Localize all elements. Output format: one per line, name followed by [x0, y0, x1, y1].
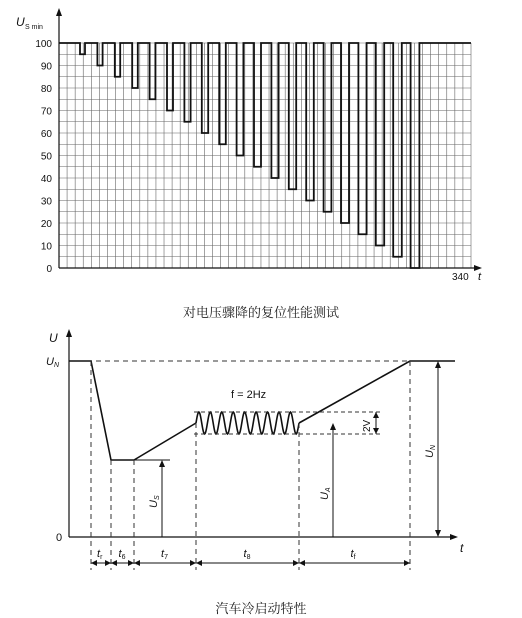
- y-tick-label: 60: [40, 129, 52, 140]
- un-label: UN: [46, 356, 60, 369]
- interval-arrow-icon: [105, 560, 111, 566]
- ua-dim-arrow-icon: [330, 423, 336, 430]
- y-tick-label: 100: [35, 39, 52, 50]
- y-tick-label: 50: [40, 151, 52, 163]
- x-axis-label: t: [460, 541, 464, 555]
- y-axis-arrow-icon: [56, 8, 62, 16]
- ua-label: UA: [319, 487, 332, 500]
- y-tick-label: 40: [40, 174, 52, 185]
- interval-label: t7: [161, 548, 168, 561]
- interval-arrow-icon: [190, 560, 196, 566]
- x-end-label: 340: [452, 272, 469, 283]
- top-chart-caption: 对电压骤降的复位性能测试: [182, 306, 339, 321]
- cold-start-profile: [69, 361, 196, 460]
- x-axis-label: t: [478, 271, 482, 283]
- origin-label: 0: [56, 532, 63, 544]
- bottom-chart-caption: 汽车冷启动特性: [215, 602, 307, 617]
- un-dim-arrow-icon: [435, 361, 441, 368]
- y-axis-label: U: [16, 15, 25, 29]
- interval-arrow-icon: [111, 560, 117, 566]
- y-axis-arrow-icon: [66, 329, 72, 337]
- y-tick-label: 20: [40, 219, 52, 230]
- un-dim-arrow-icon: [435, 530, 441, 537]
- ripple-dim-arrow-icon: [373, 412, 379, 418]
- interval-label: t6: [118, 548, 126, 561]
- y-tick-label: 80: [40, 84, 52, 95]
- interval-label: t8: [243, 548, 251, 561]
- y-tick-label: 90: [40, 61, 52, 73]
- ripple-label: 2V: [362, 419, 373, 432]
- y-tick-label: 70: [40, 106, 52, 118]
- interval-arrow-icon: [128, 560, 134, 566]
- ripple-dim-arrow-icon: [373, 428, 379, 434]
- y-axis-sub: S min: [25, 24, 43, 31]
- interval-arrow-icon: [91, 560, 97, 566]
- y-axis-label: U: [49, 331, 58, 345]
- interval-arrow-icon: [404, 560, 410, 566]
- y-tick-labels: [35, 39, 52, 275]
- frequency-label: f = 2Hz: [231, 389, 267, 401]
- interval-labels: [97, 548, 356, 561]
- x-axis-arrow-icon: [450, 534, 458, 540]
- interval-label: tr: [97, 548, 103, 561]
- voltage-dip-chart: [0, 0, 522, 300]
- interval-arrow-icon: [134, 560, 140, 566]
- interval-arrow-icon: [293, 560, 299, 566]
- y-tick-label: 0: [46, 264, 52, 275]
- cold-start-chart: [0, 318, 522, 618]
- y-tick-label: 30: [40, 196, 52, 208]
- interval-arrow-icon: [299, 560, 305, 566]
- ripple-wave: [196, 412, 299, 434]
- un-right-label: UN: [424, 444, 437, 458]
- recovery-ramp: [299, 361, 455, 423]
- us-label: US: [148, 495, 161, 508]
- interval-arrow-icon: [196, 560, 202, 566]
- y-tick-label: 10: [40, 241, 52, 253]
- interval-label: tf: [350, 548, 356, 561]
- us-dim-arrow-icon: [159, 460, 165, 467]
